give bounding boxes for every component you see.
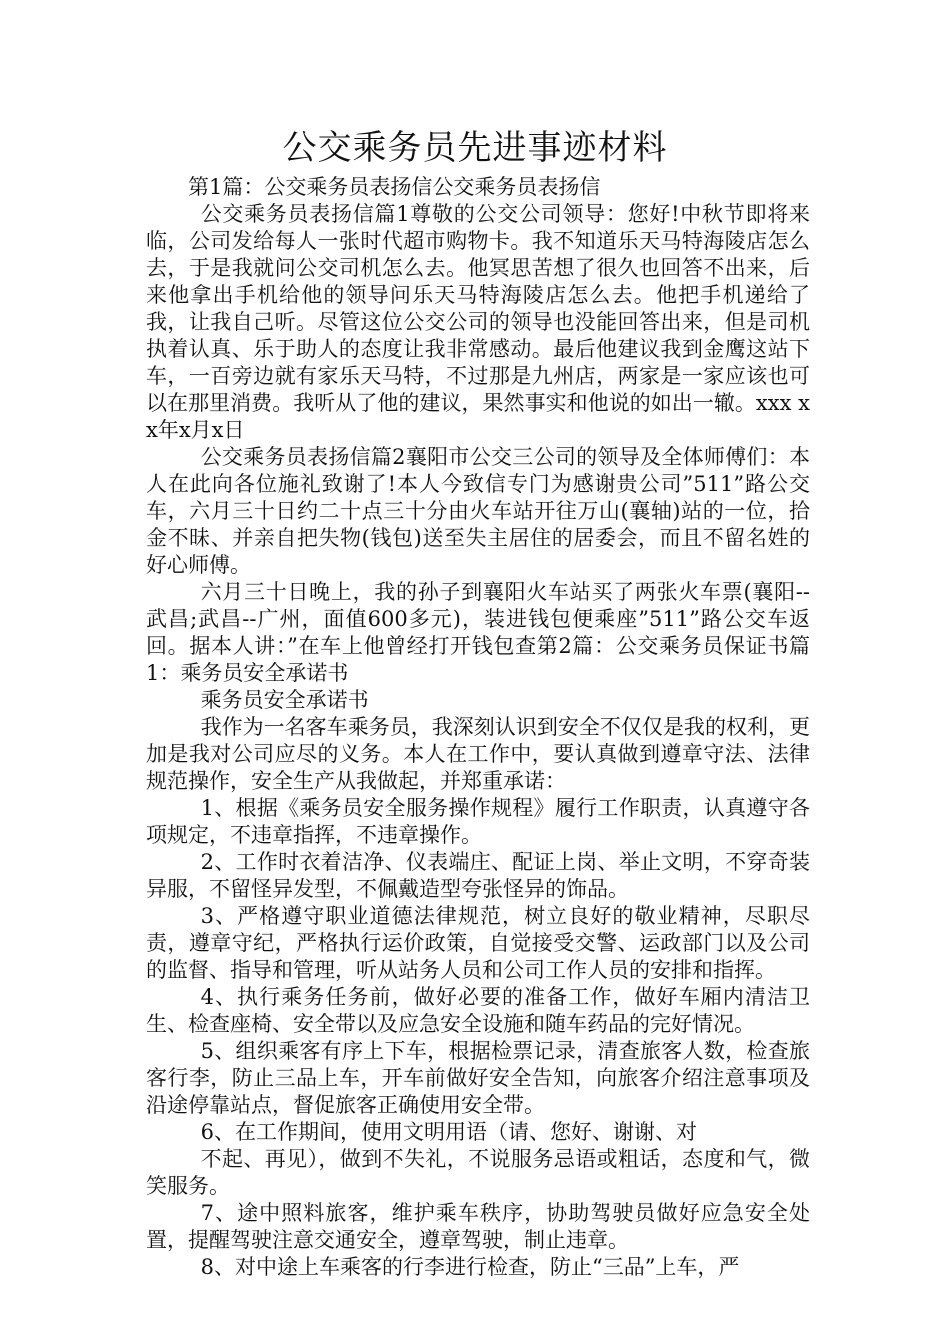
subheading: 乘务员安全承诺书: [200, 688, 369, 712]
list-item: 6、在工作期间，使用文明用语（请、您好、谢谢、对: [200, 1120, 697, 1144]
document-body: [146, 174, 810, 1281]
page-title: 公交乘务员先进事迹材料: [282, 128, 668, 168]
paragraph-continuation: 不起、再见），做到不失礼，不说服务忌语或粗话，态度和气，微笑服务。: [146, 1147, 810, 1198]
list-item: 4、执行乘务任务前，做好必要的准备工作，做好车厢内清洁卫生、检查座椅、安全带以及应急安全设施和随车药品的完好情况。: [146, 985, 810, 1036]
list-item: 1、根据《乘务员安全服务操作规程》履行工作职责，认真遵守各项规定，不违章指挥，不违章操作。: [146, 796, 810, 847]
paragraph: 公交乘务员表扬信篇1尊敬的公交公司领导：您好!中秋节即将来临，公司发给每人一张时代超市购物卡。我不知道乐天马特海陵店怎么去，于是我就问公交司机怎么去。他冥思苦想了很久也回答不出来，后来他拿出手机给他的领导问乐天马特海陵店怎么去。他把手机递给了我，让我自己听。尽管这位公交公司的领导也没能回答出来，但是司机执着认真、乐于助人的态度让我非常感动。最后他建议我到金鹰这站下车，一百旁边就有家乐天马特，不过那是九州店，两家是一家应该也可以在那里消费。我听从了他的建议，果然事实和他说的如出一辙。xxx xx年x月x日: [146, 202, 810, 442]
list-item: 3、严格遵守职业道德法律规范，树立良好的敬业精神，尽职尽责，遵章守纪，严格执行运价政策，自觉接受交警、运政部门以及公司的监督、指导和管理，听从站务人员和公司工作人员的安排和指挥。: [146, 904, 810, 982]
section-heading-1: 第1篇：公交乘务员表扬信公交乘务员表扬信: [188, 175, 601, 199]
paragraph: 我作为一名客车乘务员，我深刻认识到安全不仅仅是我的权利，更加是我对公司应尽的义务。本人在工作中，要认真做到遵章守法、法律规范操作，安全生产从我做起，并郑重承诺：: [146, 715, 810, 793]
paragraph: 公交乘务员表扬信篇2襄阳市公交三公司的领导及全体师傅们：本人在此向各位施礼致谢了!本人今致信专门为感谢贵公司”511”路公交车，六月三十日约二十点三十分由火车站开往万山(襄轴)站的一位，拾金不昧、并亲自把失物(钱包)送至失主居住的居委会，而且不留名姓的好心师傅。: [146, 445, 810, 577]
paragraph: 六月三十日晚上，我的孙子到襄阳火车站买了两张火车票(襄阳--武昌;武昌--广州，面值600多元)，装进钱包便乘座”511”路公交车返回。据本人讲：”在车上他曾经打开钱包查第2篇：公交乘务员保证书篇1：乘务员安全承诺书: [146, 580, 810, 685]
list-item: 8、对中途上车乘客的行李进行检查，防止“三品”上车，严: [200, 1255, 740, 1279]
list-item: 5、组织乘客有序上下车，根据检票记录，清查旅客人数，检查旅客行李，防止三品上车，开车前做好安全告知，向旅客介绍注意事项及沿途停靠站点，督促旅客正确使用安全带。: [146, 1039, 810, 1117]
list-item: 2、工作时衣着洁净、仪表端庄、配证上岗、举止文明，不穿奇装异服，不留怪异发型，不佩戴造型夸张怪异的饰品。: [146, 850, 810, 901]
list-item: 7、途中照料旅客，维护乘车秩序，协助驾驶员做好应急安全处置，提醒驾驶注意交通安全，遵章驾驶，制止违章。: [146, 1201, 810, 1252]
